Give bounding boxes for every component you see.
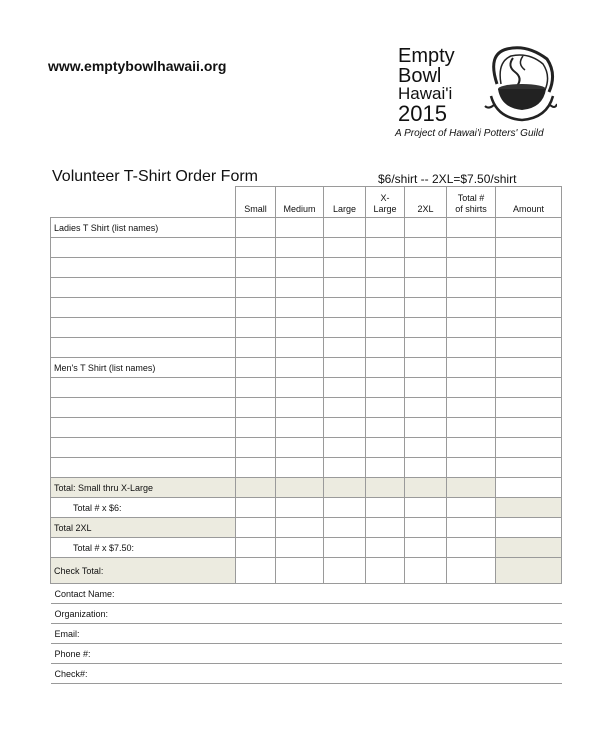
- email-row[interactable]: [51, 624, 562, 644]
- website-url: www.emptybowlhawaii.org: [48, 58, 227, 74]
- table-row: [51, 438, 562, 458]
- table-row: [51, 398, 562, 418]
- table-row: [51, 378, 562, 398]
- table-row: [51, 278, 562, 298]
- email-label: Email:: [51, 624, 562, 644]
- total-small-xl-label: Total: Small thru X-Large: [51, 478, 236, 498]
- contact-name-row[interactable]: [51, 584, 562, 604]
- table-row: [51, 358, 562, 378]
- col-large: Large: [324, 187, 366, 218]
- col-2xl: 2XL: [405, 187, 447, 218]
- empty-bowl-logo: [395, 44, 565, 144]
- price-info: $6/shirt -- 2XL=$7.50/shirt: [378, 172, 517, 186]
- table-row: [51, 258, 562, 278]
- col-xlarge-line1: X-: [380, 193, 390, 203]
- col-medium: Medium: [276, 187, 324, 218]
- col-total: [447, 187, 496, 218]
- organization-label: Organization:: [51, 604, 562, 624]
- header-blank: [51, 187, 236, 218]
- contact-name-label: Contact Name:: [51, 584, 562, 604]
- logo-text-hawaii: Hawai'i: [398, 84, 453, 103]
- logo-tagline: A Project of Hawai'i Potters' Guild: [395, 128, 544, 139]
- table-row: [51, 318, 562, 338]
- col-xlarge-line2: Large: [373, 204, 397, 214]
- check-total-label: Check Total:: [51, 558, 236, 584]
- form-title: Volunteer T-Shirt Order Form: [52, 168, 258, 185]
- header-row: [51, 187, 562, 218]
- logo-text-year: 2015: [398, 101, 447, 126]
- col-small: Small: [236, 187, 276, 218]
- logo-text-empty: Empty: [398, 45, 455, 67]
- phone-row[interactable]: [51, 644, 562, 664]
- section-ladies: Ladies T Shirt (list names): [51, 218, 236, 238]
- total-2xl-row: [51, 518, 562, 538]
- table-row: [51, 338, 562, 358]
- section-mens: Men's T Shirt (list names): [51, 358, 236, 378]
- total-x750-row: [51, 538, 562, 558]
- total-x6-label: Total # x $6:: [51, 498, 236, 518]
- phone-label: Phone #:: [51, 644, 562, 664]
- check-total-row: [51, 558, 562, 584]
- check-number-row[interactable]: [51, 664, 562, 684]
- col-total-line2: of shirts: [455, 204, 487, 214]
- total-x6-row: [51, 498, 562, 518]
- total-x750-label: Total # x $7.50:: [51, 538, 236, 558]
- col-total-line1: Total #: [457, 193, 485, 203]
- total-2xl-label: Total 2XL: [51, 518, 236, 538]
- logo-text-bowl: Bowl: [398, 65, 442, 87]
- table-row: [51, 418, 562, 438]
- table-row: [51, 238, 562, 258]
- table-row: [51, 218, 562, 238]
- table-row: [51, 458, 562, 478]
- total-small-xl-row: [51, 478, 562, 498]
- col-amount: Amount: [496, 187, 562, 218]
- col-xlarge: [366, 187, 405, 218]
- organization-row[interactable]: [51, 604, 562, 624]
- table-row: [51, 298, 562, 318]
- check-number-label: Check#:: [51, 664, 562, 684]
- bowl-icon: [477, 44, 557, 124]
- order-table: [50, 186, 562, 684]
